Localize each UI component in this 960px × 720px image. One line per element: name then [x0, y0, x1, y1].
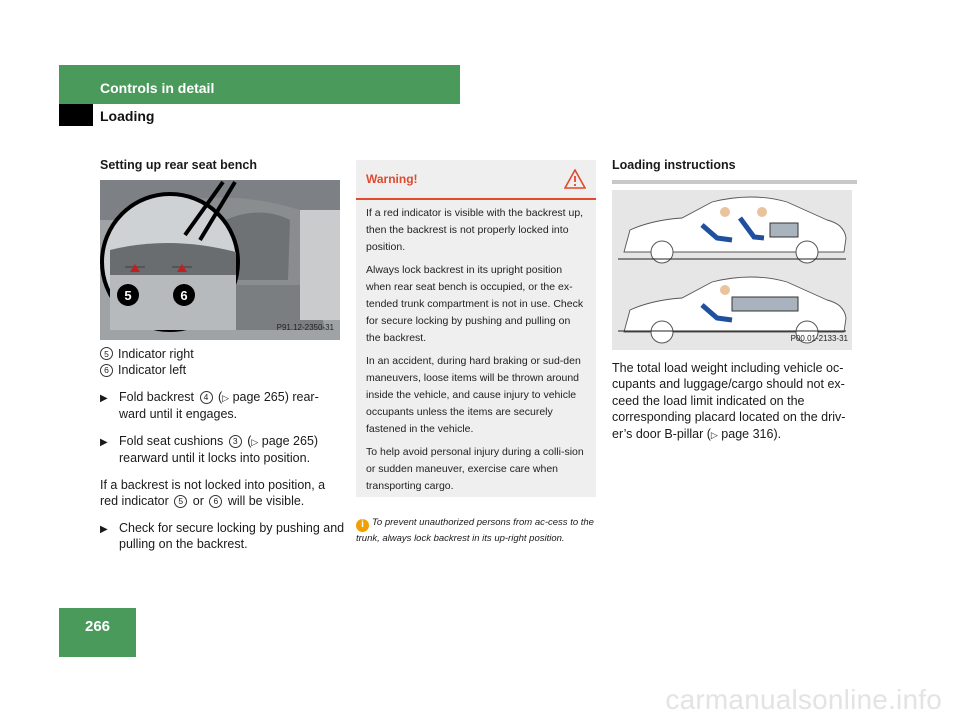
item-number: 4	[200, 391, 213, 404]
warning-paragraph: To help avoid personal injury during a colli-sion or sudden maneuver, exercise care when transporting cargo.	[366, 446, 584, 492]
backrest-paragraph	[100, 477, 345, 510]
bullet-arrow-icon: ▶	[100, 392, 108, 404]
step-text: Check for secure locking by pushing and pulling on the backrest.	[119, 520, 345, 551]
page-ref-icon: ▷	[710, 429, 718, 440]
warning-title: Warning!	[366, 172, 418, 186]
page-number: 266	[84, 618, 111, 635]
rear-seat-photo	[100, 180, 340, 340]
step-fold-seat-cushions: ▶ Fold seat cushions 3 (▷ page 265) rearward until it locks into position.	[100, 433, 319, 465]
page-ref-icon: ▷	[222, 392, 230, 403]
step-text: Fold seat cushions	[119, 433, 224, 448]
para-text: If a backrest is not locked into position, a red indicator	[100, 477, 326, 508]
page-ref-link[interactable]: page 265	[232, 389, 285, 404]
item-number: 6	[209, 495, 222, 508]
step-fold-backrest: ▶ Fold backrest 4 (▷ page 265) rear-ward until it engages.	[100, 389, 319, 421]
legend-number: 6	[100, 364, 113, 377]
para-text: will be visible.	[227, 494, 305, 508]
rear-seat-heading: Setting up rear seat bench	[100, 158, 257, 172]
legend-number: 5	[100, 347, 113, 360]
callout-6: 6	[180, 287, 188, 303]
watermark: carmanualsonline.info	[665, 684, 942, 715]
bullet-arrow-icon: ▶	[100, 523, 108, 535]
legend-item	[100, 362, 345, 379]
info-text: To prevent unauthorized persons from ac-cess to the trunk, always lock backrest in its up-right position.	[356, 517, 594, 544]
warning-box	[356, 160, 596, 497]
vehicle-loading-illustration	[612, 190, 852, 350]
load-limit-paragraph	[612, 360, 857, 444]
page-ref-icon: ▷	[251, 436, 259, 447]
warning-paragraph: Always lock backrest in its upright position when rear seat bench is occupied, or the ex-tended trunk compartment is not in use. Check for secure locking by pushing and pulling on the backrest.	[366, 264, 584, 344]
para-text: or	[192, 494, 204, 508]
subsection-title: Loading	[100, 108, 155, 124]
rear-seat-illustration	[100, 180, 340, 340]
warning-paragraph: If a red indicator is visible with the backrest up, then the backrest is not properly locked into position.	[366, 207, 584, 253]
legend-text: Indicator right	[118, 346, 194, 361]
info-icon: i	[356, 519, 369, 532]
item-number: 3	[229, 435, 242, 448]
warning-triangle-icon	[564, 169, 586, 189]
step-text: Fold backrest	[119, 389, 195, 404]
callout-5: 5	[124, 287, 132, 303]
item-number: 5	[174, 495, 187, 508]
legend-item	[100, 346, 345, 363]
left-column	[100, 157, 345, 553]
warning-header	[356, 160, 596, 200]
bullet-arrow-icon: ▶	[100, 436, 108, 448]
para-text: ).	[773, 426, 782, 441]
step-check-locking	[100, 520, 345, 553]
legend-text: Indicator left	[118, 363, 187, 377]
page-ref-link[interactable]: page 265	[261, 433, 314, 448]
section-title: Controls in detail	[100, 80, 215, 96]
diagram-code: P00.01-2133-31	[790, 334, 848, 343]
step-text: rearward until it locks into position.	[119, 451, 311, 465]
info-note	[356, 516, 602, 546]
right-column	[612, 157, 857, 443]
heading-rule	[612, 180, 857, 184]
header-tab-marker	[59, 104, 93, 126]
warning-paragraph: In an accident, during hard braking or sud-den maneuvers, loose items will be thrown around inside the vehicle, and cause injury to vehicle occupants unless the items are securely fastened in the vehicle.	[366, 355, 581, 435]
page-ref-link[interactable]: page 316	[721, 426, 774, 441]
loading-diagram	[612, 190, 852, 350]
photo-code: P91.12-2350-31	[276, 323, 334, 332]
warning-body	[356, 200, 596, 495]
loading-heading: Loading instructions	[612, 158, 736, 172]
step-text: rear-ward until it engages.	[119, 389, 319, 421]
para-text: The total load weight including vehicle oc-cupants and luggage/cargo should not ex-ceed the load limit indicated on the corresponding placard located on the driv-er’s door B-pillar (	[612, 360, 846, 441]
legend	[100, 346, 345, 379]
